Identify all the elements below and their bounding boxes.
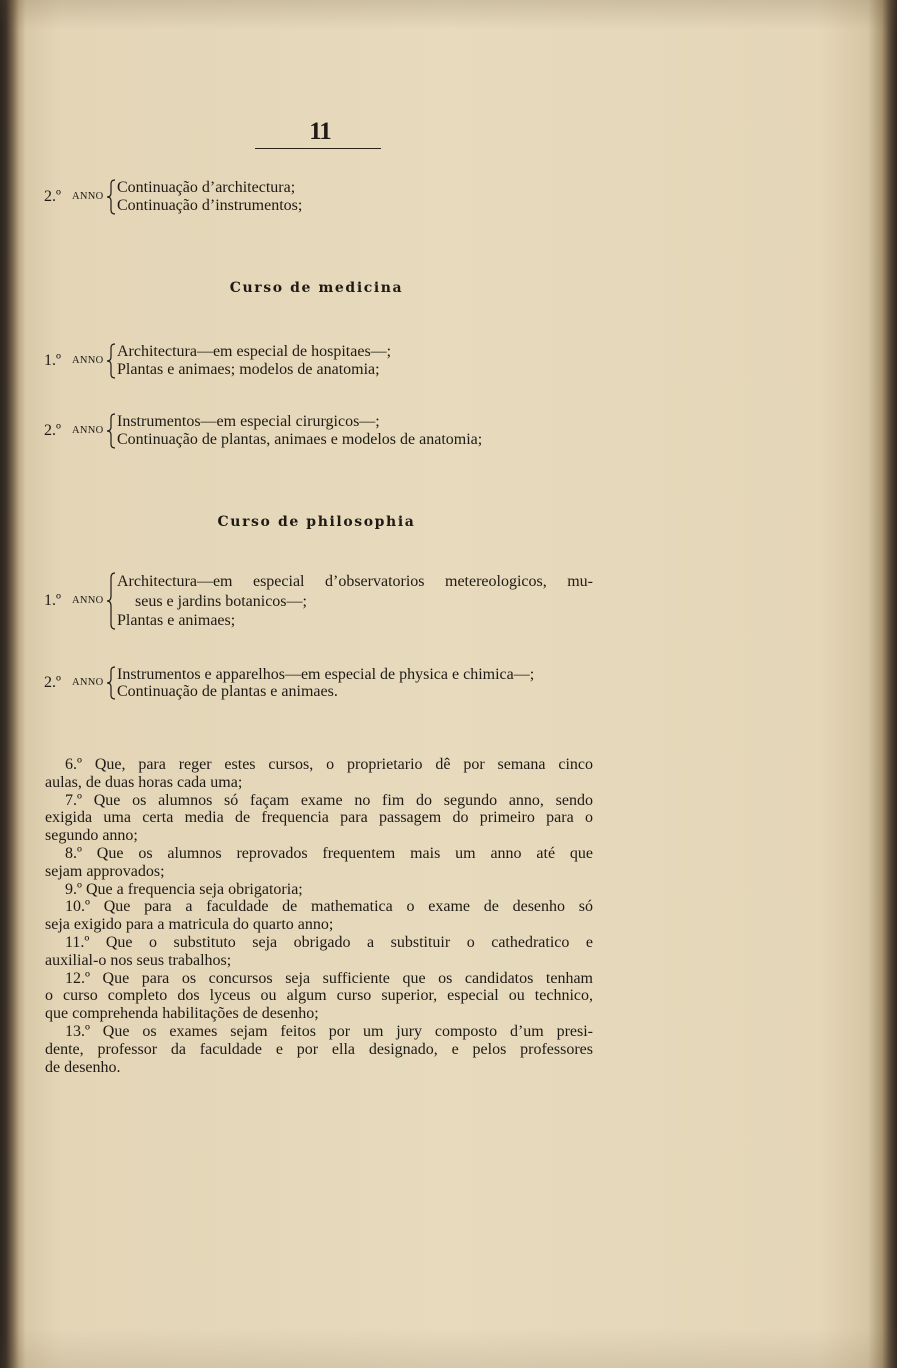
subject-line: Continuação de plantas e animaes.	[117, 683, 338, 700]
text-line: aulas, de duas horas cada uma;	[45, 773, 243, 791]
year-number: 1.º	[44, 352, 61, 369]
subject-line: Continuação d’instrumentos;	[117, 197, 303, 214]
subject-line: Plantas e animaes; modelos de anatomia;	[117, 361, 380, 378]
text-line: 7.º Que os alumnos só façam exame no fim do segundo anno, sendo	[65, 791, 593, 809]
year-block	[44, 666, 534, 700]
brace-icon	[106, 572, 116, 630]
year-block	[44, 343, 391, 379]
year-label: ANNO	[72, 425, 104, 436]
text-line: segundo anno;	[45, 827, 138, 845]
brace-icon	[106, 179, 116, 215]
subject-line: Instrumentos—em especial cirurgicos—;	[117, 413, 380, 430]
text-line: de desenho.	[45, 1058, 121, 1076]
article-7	[45, 792, 593, 845]
year-subjects	[116, 343, 391, 379]
article-6	[45, 756, 593, 792]
year-subjects	[116, 666, 534, 700]
section-heading-philosophia: Curso de philosophia	[217, 514, 416, 530]
text-line: 8.º Que os alumnos reprovados frequentem mais um anno até que	[65, 844, 593, 862]
article-11	[45, 934, 593, 970]
article-12	[45, 970, 593, 1023]
year-subjects	[116, 179, 302, 215]
article-10	[45, 898, 593, 934]
year-label: ANNO	[72, 191, 104, 202]
section-heading-medicina: Curso de medicina	[229, 280, 404, 296]
article-8	[45, 845, 593, 881]
text-line: 13.º Que os exames sejam feitos por um jury composto d’um presi-	[65, 1022, 593, 1040]
year-block	[44, 572, 593, 631]
header-rule	[255, 148, 381, 149]
text-line: auxilial-o nos seus trabalhos;	[45, 951, 232, 969]
subject-line: Plantas e animaes;	[117, 612, 236, 629]
year-number: 2.º	[44, 188, 61, 205]
subject-line: Continuação d’architectura;	[117, 179, 296, 196]
page-number: 11	[309, 118, 331, 145]
year-subjects	[116, 572, 593, 631]
text-line: seja exigido para a matricula do quarto anno;	[45, 916, 334, 934]
text-line: sejam approvados;	[45, 862, 165, 880]
text-line: 9.º Que a frequencia seja obrigatoria;	[65, 880, 303, 898]
text-line: 11.º Que o substituto seja obrigado a substituir o cathedratico e	[65, 933, 593, 951]
text-line: o curso completo dos lyceus ou algum curso superior, especial ou technico,	[45, 987, 593, 1005]
year-label: ANNO	[72, 355, 104, 366]
subject-line: Architectura—em especial de hospitaes—;	[117, 343, 392, 360]
article-9	[45, 881, 593, 899]
brace-icon	[106, 343, 116, 379]
articles	[45, 756, 593, 1076]
year-subjects	[116, 413, 482, 449]
subject-line: Continuação de plantas, animaes e modelos de anatomia;	[117, 431, 483, 448]
year-label: ANNO	[72, 677, 104, 688]
text-line: 12.º Que para os concursos seja sufficiente que os candidatos tenham	[65, 969, 593, 987]
text-line: que comprehenda habilitações de desenho;	[45, 1005, 319, 1023]
year-number: 2.º	[44, 422, 61, 439]
subject-line: Architectura—em especial d’observatorios metereologicos, mu-	[117, 573, 593, 590]
subject-line: Instrumentos e apparelhos—em especial de physica e chimica—;	[117, 666, 535, 683]
brace-icon	[106, 413, 116, 449]
text-line: 6.º Que, para reger estes cursos, o proprietario dê por semana cinco	[65, 756, 593, 773]
year-block	[44, 413, 482, 449]
year-block	[44, 179, 302, 215]
text-line: 10.º Que para a faculdade de mathematica o exame de desenho só	[65, 898, 593, 916]
year-number: 2.º	[44, 674, 61, 691]
year-label: ANNO	[72, 595, 104, 607]
brace-icon	[106, 666, 116, 700]
text-line: dente, professor da faculdade e por ella designado, e pelos professores	[45, 1040, 593, 1058]
article-13	[45, 1023, 593, 1076]
subject-line: seus e jardins botanicos—;	[135, 592, 307, 610]
text-line: exigida uma certa media de frequencia para passagem do primeiro para o	[45, 809, 593, 827]
year-number: 1.º	[44, 592, 61, 610]
